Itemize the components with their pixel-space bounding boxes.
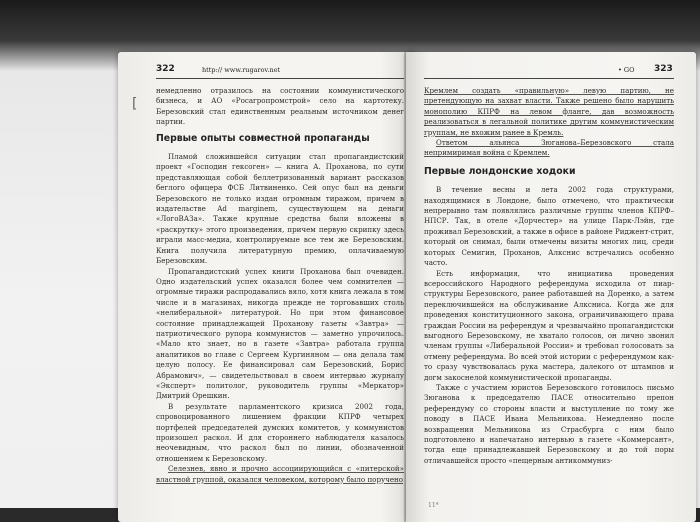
right-paragraph-3: Также с участием юристов Березовского готовилось письмо Зюганова к председателю ПАСЕ относительно препон референдуму со стороны власти и выступление по тому же поводу в ПАСЕ Ивана Мельникова. Немедленно после возвращения Мельникова из Страсбурга с ним было подготовлено и напечатано интервью в газете «Коммерсант», тогда еще принадлежавшей Березовскому и до той поры отличавшейся просто «пещерным антикоммуниз- bbox=[424, 382, 674, 465]
right-page-number: 323 bbox=[654, 64, 673, 74]
margin-bracket-mark: [ bbox=[132, 96, 138, 112]
right-page bbox=[406, 52, 696, 522]
left-page-number: 322 bbox=[156, 64, 175, 74]
left-text-block bbox=[156, 86, 404, 485]
right-paragraph-top: Кремлем создать «правильную» левую партию, не претендующую на захват власти. Также решено было нарушить монополию КПРФ на левом фланге, дав возможность реализоваться в легальной политике другим коммунистическим группам, не вхожим ранее в Кремль. bbox=[424, 86, 674, 137]
left-paragraph-3: Пропагандистский успех книги Проханова был очевиден. Одно издательский успех оказался более чем сомнителен — огромные тиражи распродавались вяло, хотя книга лежала в том числе и в магазинах, никогда прежде не торговавших столь «нелиберальной» литературой. Но при этом финансовое состояние принадлежащей Проханову газеты «Завтра» — патриотического рупора коммунистов — заметно упрочилось. «Мало кто знает, но в газете «Завтра» работала группа аналитиков во главе с Сергеем Кургиняном — она делала там целую полосу. Ее финансировал сам Березовский, Борис Абрамович», — свидетельствовал в своем интервью журналу «Эксперт» политолог, руководитель группы «Меркатор» Дмитрий Орешкин. bbox=[156, 266, 404, 401]
left-section-heading: Первые опыты совместной пропаганды bbox=[156, 132, 370, 144]
left-paragraph-1: немедленно отразилось на состоянии коммунистического бизнеса, и АО «Росагропромстрой» село на картотеку. Березовский стал единственным реальным источником денег партии. bbox=[156, 86, 404, 127]
right-running-head: • GO bbox=[618, 66, 635, 74]
left-paragraph-5: Селезнев, явно и прочно ассоциирующийся с «питерской» властной группой, оказался человеком, которому было поручено bbox=[156, 464, 404, 484]
right-text-block bbox=[424, 86, 674, 466]
left-paragraph-2: Пламой сложившейся ситуации стал пропагандистский проект «Господин гексоген» — книга А. Проханова, по сути представляющая собой беллетризованный вариант рассказов беглого офицера ФСБ Литвиненко. Сей опус был на деньги Березовского не только издан огромным тиражом, причем в издательстве Ad marginem, существующем на деньги «ЛогоВАЗа». Также крупные средства были вложены в «раскрутку» этого произведения, причем первую скрипку здесь играли масс-медиа, контролируемые все тем же Березовским. Книга получила литературную премию, оплачиваемую Березовским. bbox=[156, 152, 404, 266]
left-header-rule bbox=[156, 78, 404, 79]
left-running-head: http:// www.rugarov.net bbox=[202, 66, 281, 74]
left-paragraph-4: В результате парламентского кризиса 2002 года, спровоцированного лишением фракции КПРФ четырех портфелей председателей думских комитетов, у коммунистов произошел раскол. И для стороннего наблюдателя казалось неочевидным, что раскол был по линии, обозначенной отношением к Березовскому. bbox=[156, 401, 404, 463]
right-footer-mark: 11* bbox=[428, 502, 439, 509]
left-page bbox=[118, 52, 416, 522]
right-header-rule bbox=[424, 78, 674, 79]
right-section-heading: Первые лондонские ходоки bbox=[424, 165, 576, 177]
right-paragraph-2: Есть информация, что инициатива проведения всероссийского Народного референдума исходила от пиар-структуры Березовского, ранее работавшей на Доренко, а затем переключившейся на обслуживание Алксниса. Когда же для проведения конституционного закона, ограничивающего права граждан России на референдум и чрезвычайно пропагандистски выгодного Березовскому, не хватало голосов, он лично звонил членам группы «Либеральной России» и требовал голосовать за отмену референдума. Во всей этой истории с референдумом как-то сразу чувствовалась рука мастера, далекого от штампов и догм закоснелой коммунистической пропаганды. bbox=[424, 268, 674, 382]
right-paragraph-1: В течение весны и лета 2002 года структурами, находящимися в Лондоне, было отмечено, что практически непрерывно там появлялись различные группы членов КПРФ–НПСР. Так, в отеле «Дорчестер» на улице Парк-Лэйн, где проживал Березовский, а также в офисе в районе Риджент-стрит, который он снимал, были отмечены визиты многих лиц, среди которых Семигин, Проханов, Алкснис встречались особенно часто. bbox=[424, 185, 674, 268]
right-paragraph-answer: Ответом альянса Зюганова–Березовского стала непримиримая война с Кремлем. bbox=[424, 138, 674, 158]
